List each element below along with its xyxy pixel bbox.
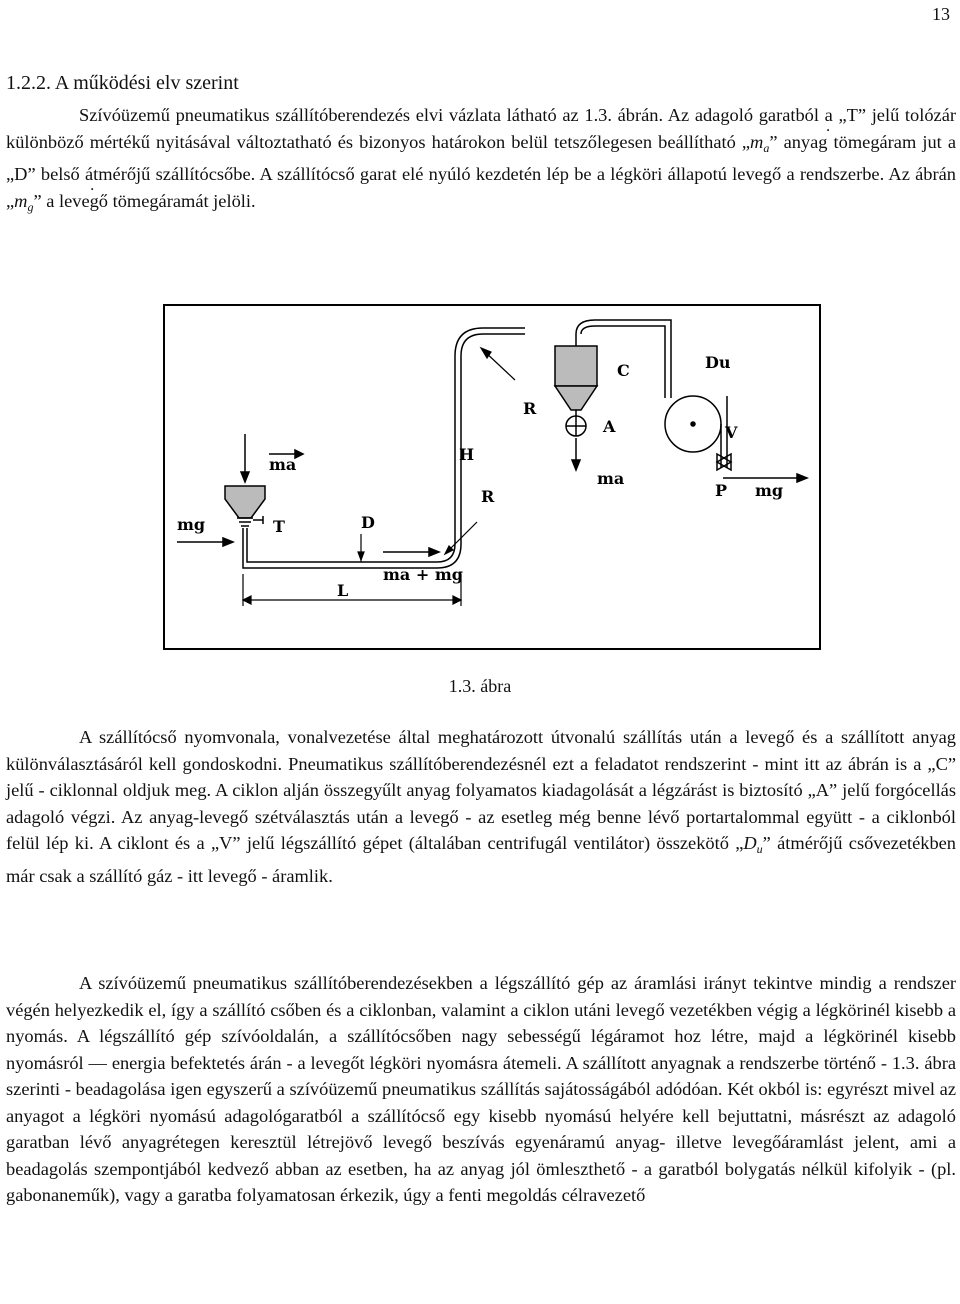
mass-flow-subscript: a bbox=[763, 140, 770, 155]
paragraph-intro bbox=[6, 102, 956, 220]
label-L: L bbox=[337, 581, 349, 600]
label-H: H bbox=[459, 445, 475, 464]
fan-blower bbox=[665, 396, 731, 470]
label-mg-right: mg bbox=[755, 481, 784, 500]
label-R-lower: R bbox=[481, 487, 495, 506]
label-T: T bbox=[273, 517, 285, 536]
label-ma-top: ma bbox=[269, 455, 297, 474]
label-D: D bbox=[361, 513, 375, 532]
slide-gate-valve bbox=[237, 516, 263, 526]
rotary-valve bbox=[566, 410, 586, 436]
para1-text-2: ” anyag tömegáram jut a „D” belső átmérőjű szállítócsőbe. A szállítócső garat elé nyúló kezdetén lép be a légköri állapotú levegő a rendszerbe. Az ábrán „ bbox=[6, 131, 956, 211]
label-C: C bbox=[617, 361, 630, 380]
dimension-D bbox=[358, 534, 364, 562]
mass-flow-symbol: ˙ m bbox=[14, 191, 27, 211]
label-sum: ma + mg bbox=[383, 565, 463, 584]
label-Du: Du bbox=[705, 353, 731, 372]
air-inlet-arrow-left bbox=[177, 538, 233, 546]
para1-text-3: ” a levegő tömegáramát jelöli. bbox=[33, 190, 256, 211]
conveying-pipe bbox=[243, 328, 525, 568]
figure-caption: 1.3. ábra bbox=[448, 676, 512, 696]
label-ma-right: ma bbox=[597, 469, 625, 488]
figure-diagram bbox=[163, 304, 821, 650]
diameter-subscript: u bbox=[756, 842, 763, 856]
label-P: P bbox=[715, 481, 728, 500]
mass-flow-symbol: ˙ m bbox=[750, 132, 763, 152]
mass-flow-subscript: g bbox=[27, 199, 34, 214]
paragraph-separation bbox=[6, 724, 956, 889]
feed-hopper bbox=[225, 434, 265, 518]
page-number: 13 bbox=[932, 4, 950, 24]
label-mg-left: mg bbox=[177, 515, 206, 534]
label-A: A bbox=[603, 417, 616, 436]
pneumatic-system-diagram bbox=[165, 306, 823, 652]
material-outlet-arrow bbox=[572, 438, 580, 470]
para1-text-1: Szívóüzemű pneumatikus szállítóberendezés elvi vázlata látható az 1.3. ábrán. Az adagoló garatból a „T” jelű tolózár különböző mértékű nyitásával változtatható és bizonyos határokon belül tetszőlegesen beállítható „ bbox=[6, 105, 956, 152]
label-R-upper: R bbox=[523, 399, 537, 418]
diameter-symbol: D bbox=[743, 833, 757, 853]
section-heading: 1.2.2. A működési elv szerint bbox=[6, 72, 239, 94]
cyclone-separator bbox=[555, 320, 671, 410]
label-V: V bbox=[725, 423, 738, 442]
paragraph-suction-operation: A szívóüzemű pneumatikus szállítóberendezésekben a légszállító gép az áramlási irányt tekintve mindig a rendszer végén helyezkedik el, így a szállító csőben és a ciklonban, valamint a ciklon utáni levegő vezetékben végig a légkörinél kisebb a nyomás. A légszállító gép szívóoldalán, a szállítócsőben nagy sebességű légáramot hoz létre, majd a légkörinél kisebb nyomásról — energia befektetés árán - a levegőt légköri nyomásra átemeli. A szállított anyagnak a rendszerbe történő - 1.3. ábra szerinti - beadagolása igen egyszerű a szívóüzemű pneumatikus szállítás sajátosságából adódóan. Két okból is: egyrészt mivel az anyagot a légköri nyomású adagológaratból a szállítócső egy kisebb nyomású helyére kell bejuttatni, másrészt az adagoló garatban lévő anyagrétegen keresztül létrejövő levegő beszívás egyenáramú anyag- illetve levegőáramlást jelent, ami a beadagolás szempontjából kedvező abban az esetben, ha az anyag jól ömleszthető - a garatból bolygatás nélkül kifolyik - (pl. gabonaneműk), vagy a garatba folyamatosan érkezik, úgy a fenti megoldás célravezető bbox=[6, 973, 956, 1205]
para2-text-2: ” átmérőjű csővezetékben már csak a szállító gáz - itt levegő - áramlik. bbox=[6, 833, 956, 886]
para2-text-1: A szállítócső nyomvonala, vonalvezetése által meghatározott útvonalú szállítás után a levegő és a szállított anyag különválasztásáról kell gondoskodni. Pneumatikus szállítóberendezésnél ezt a feladatot rendszerint - mint itt az ábrán is a „C” jelű - ciklonnal oldjuk meg. A ciklon alján összegyűlt anyag folyamatos kiadagolását a légzárást is biztosító „A” jelű forgócellás adagoló végzi. Az anyag-levegő szétválasztás után a levegő - az esetleg még benne lévő portartalommal együtt - a ciklonból felül lép ki. A ciklont és a „V” jelű légszállító gépet (általában centrifugál ventilátor) összekötő „ bbox=[6, 727, 956, 853]
sum-flow-arrow bbox=[383, 548, 439, 556]
